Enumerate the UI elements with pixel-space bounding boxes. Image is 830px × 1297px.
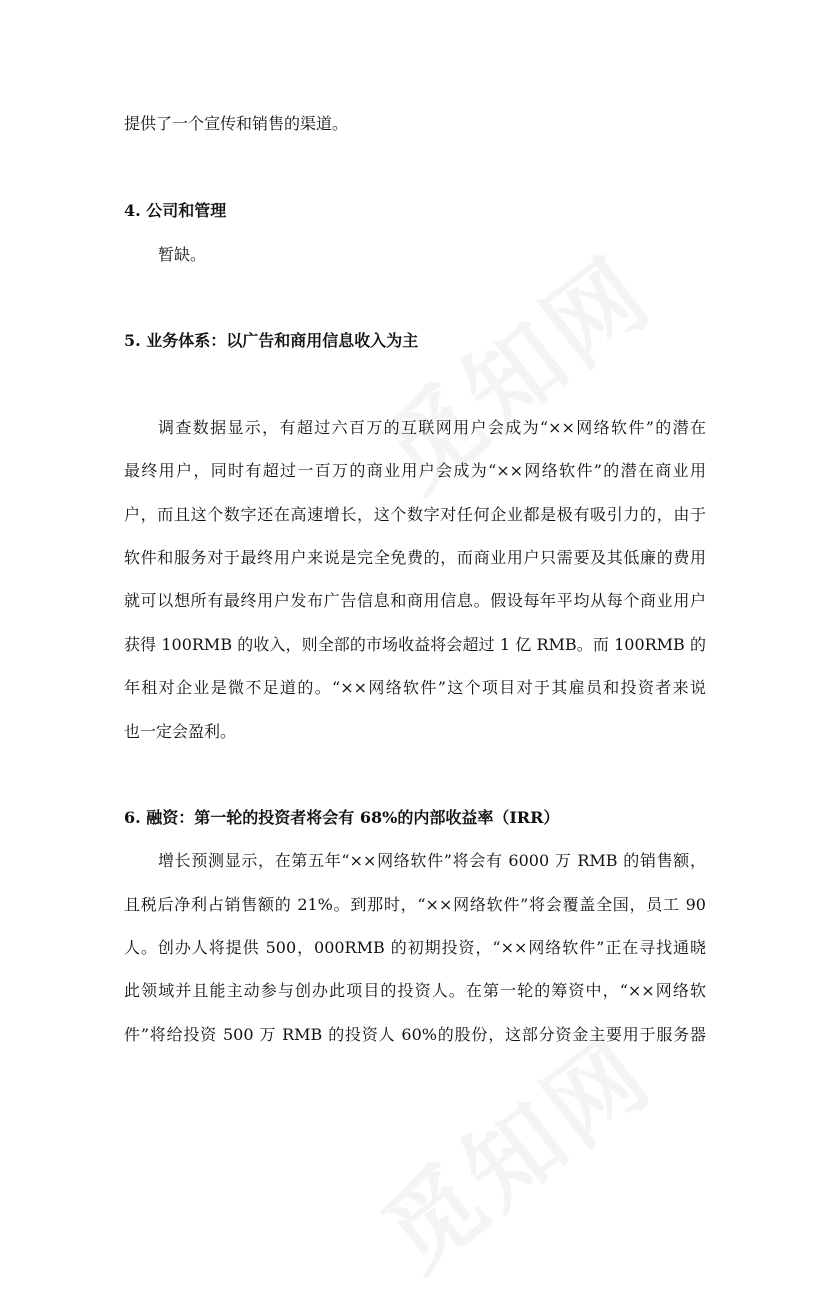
section-4-body: 暂缺。 [158,245,207,264]
paragraph-line: 也一定会盈利。 [124,722,237,741]
paragraph-line: 人。创办人将提供 500，000RMB 的初期投资，“××网络软件”正在寻找通晓 [124,938,706,957]
section-4-heading: 4. 公司和管理 [124,201,227,220]
paragraph-line: 户，而且这个数字还在高速增长，这个数字对任何企业都是极有吸引力的，由于 [124,505,706,524]
paragraph-line: 软件和服务对于最终用户来说是完全免费的，而商业用户只需要及其低廉的费用 [124,548,706,567]
paragraph-line: 获得 100RMB 的收入，则全部的市场收益将会超过 1 亿 RMB。而 100RMB 的 [124,635,706,654]
paragraph-line: 此领域并且能主动参与创办此项目的投资人。在第一轮的筹资中，“××网络软 [124,981,706,1000]
paragraph-line: 提供了一个宣传和销售的渠道。 [124,114,349,133]
paragraph-line: 且税后净利占销售额的 21%。到那时，“××网络软件”将会覆盖全国，员工 90 [124,895,706,914]
paragraph-line: 最终用户，同时有超过一百万的商业用户会成为“××网络软件”的潜在商业用 [124,461,706,480]
paragraph-line: 件”将给投资 500 万 RMB 的投资人 60%的股份，这部分资金主要用于服务器 [124,1025,706,1044]
paragraph-line: 调查数据显示，有超过六百万的互联网用户会成为“××网络软件”的潜在 [158,418,706,437]
section-5-heading: 5. 业务体系：以广告和商用信息收入为主 [124,331,419,350]
paragraph-line: 就可以想所有最终用户发布广告信息和商用信息。假设每年平均从每个商业用户 [124,591,706,610]
paragraph-line: 年租对企业是微不足道的。“××网络软件”这个项目对于其雇员和投资者来说 [124,678,706,697]
paragraph-line: 增长预测显示，在第五年“××网络软件”将会有 6000 万 RMB 的销售额， [158,851,706,870]
section-6-heading: 6. 融资：第一轮的投资者将会有 68%的内部收益率（IRR） [124,808,560,827]
